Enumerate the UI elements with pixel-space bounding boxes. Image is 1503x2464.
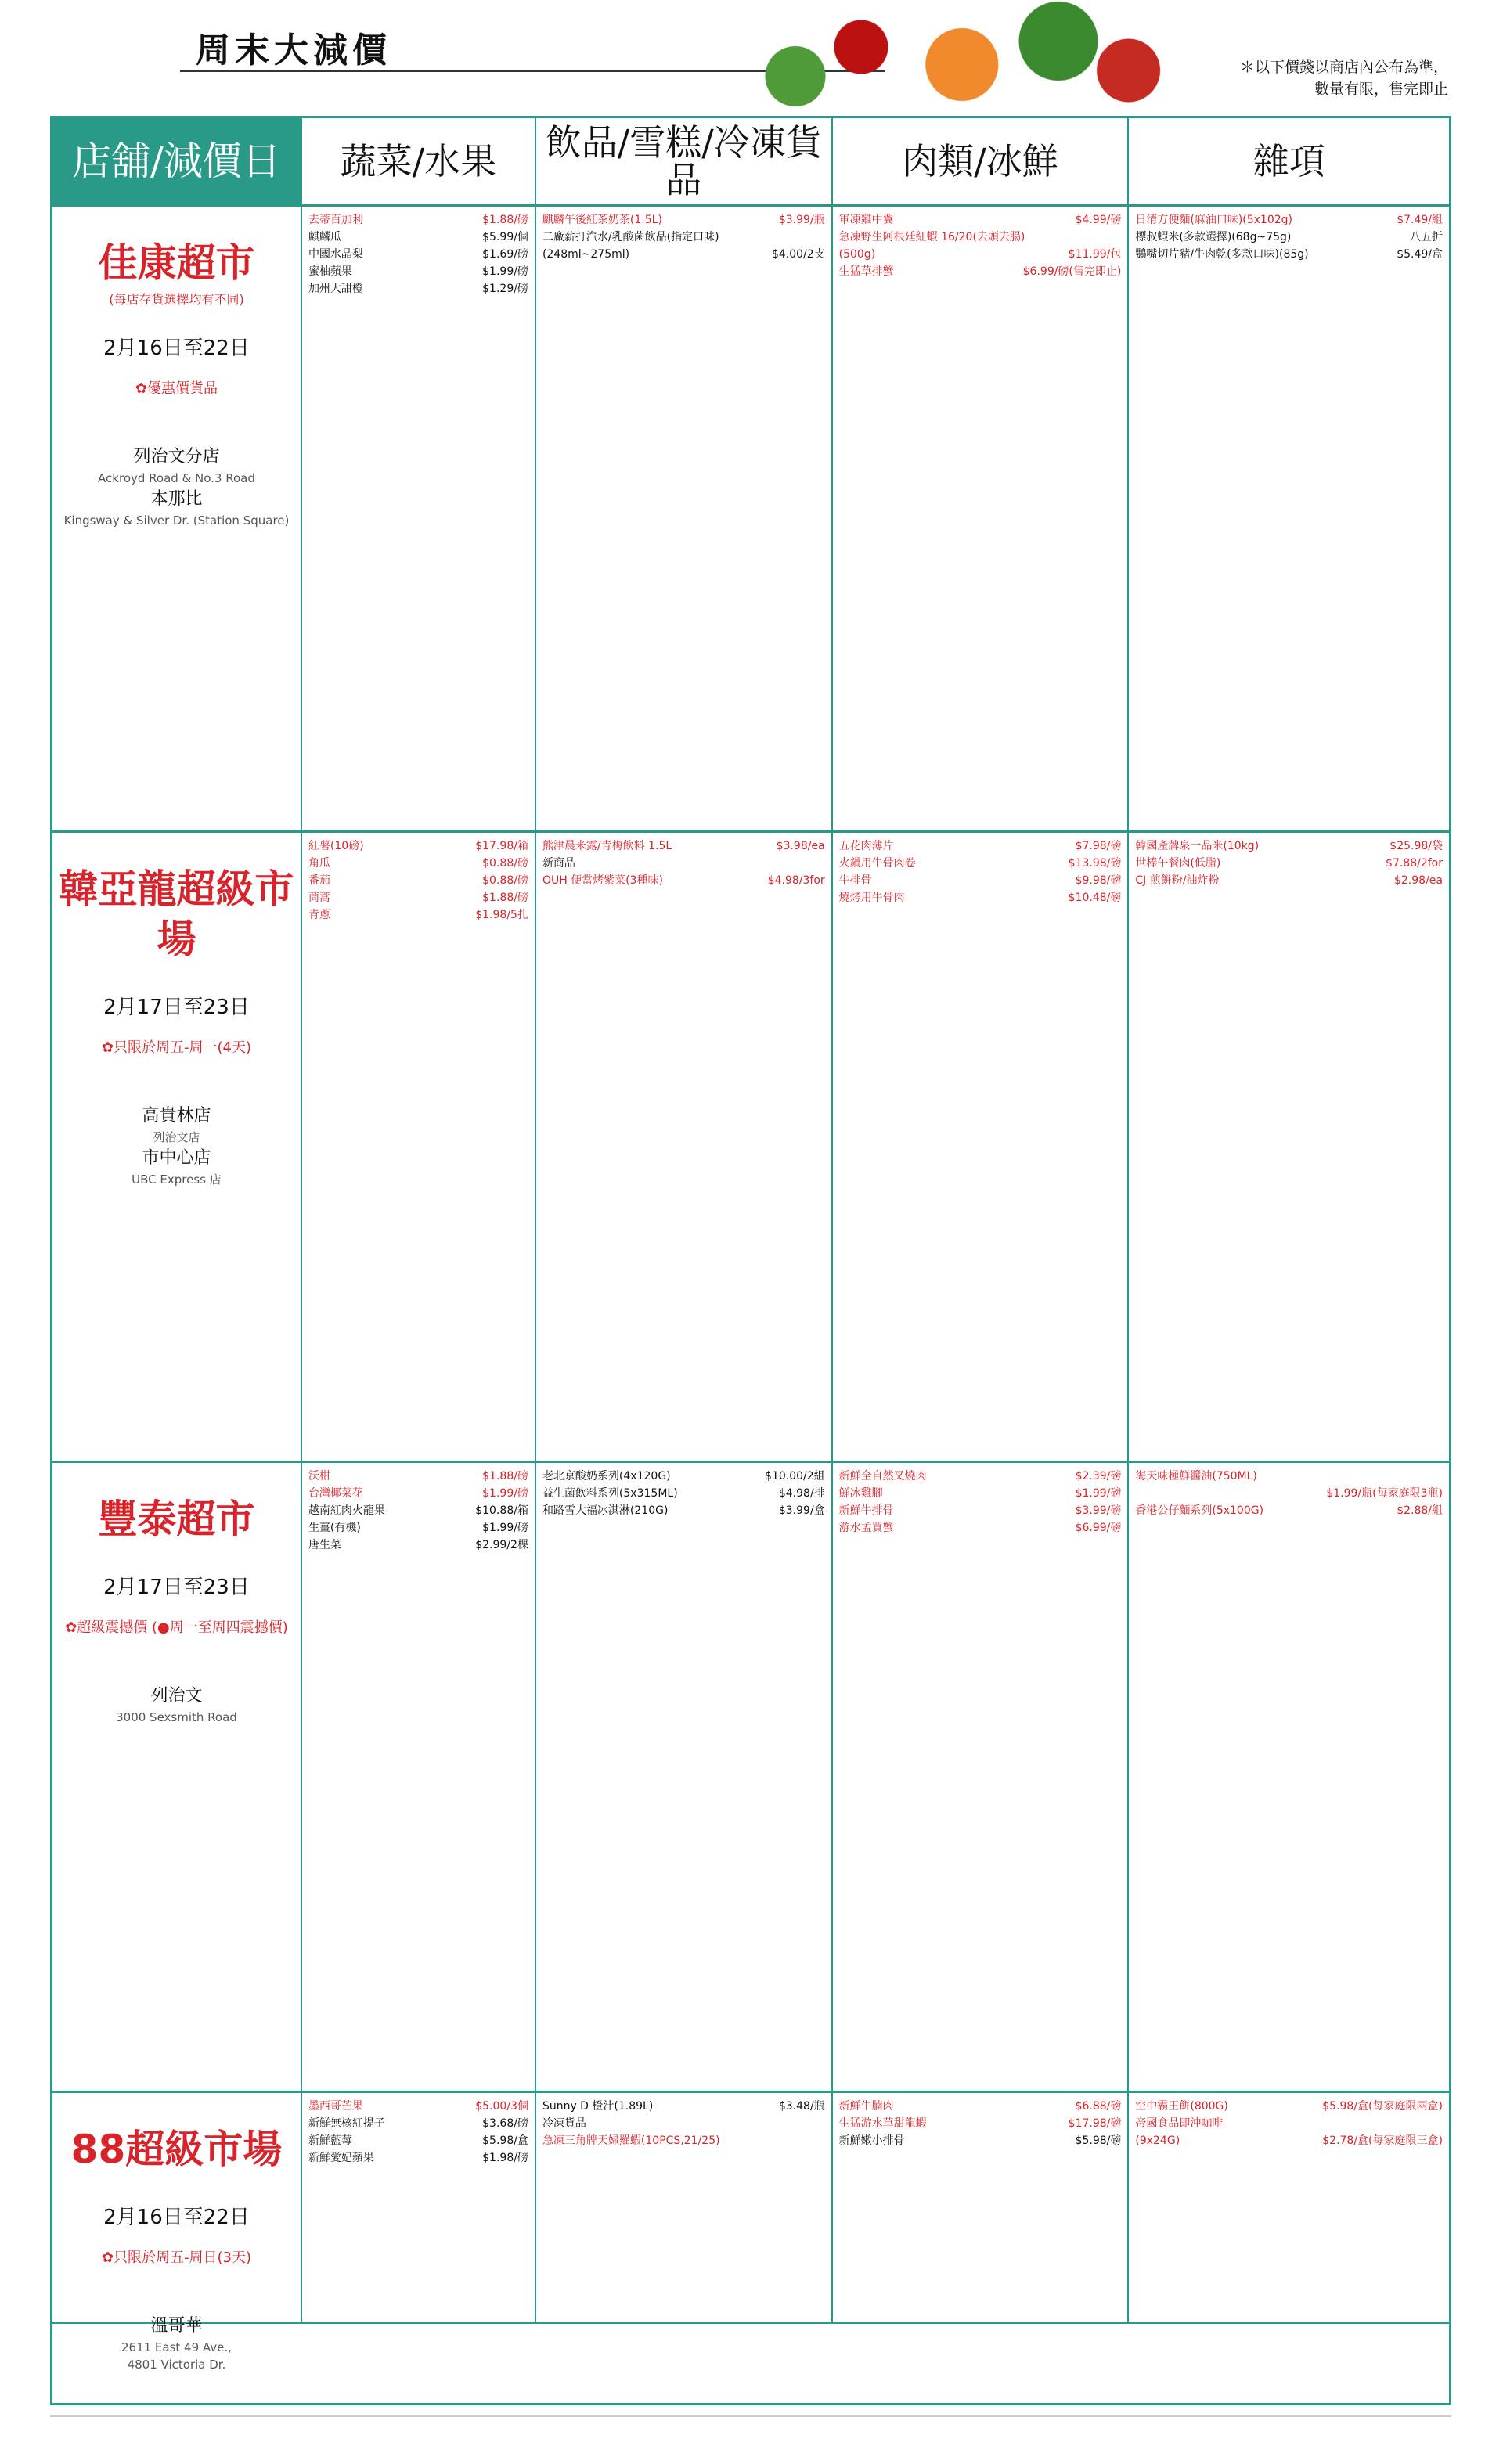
branch-address: Kingsway & Silver Dr. (Station Square) (63, 513, 290, 528)
list-item (839, 2098, 1122, 2115)
branch-name: 高貴林店 (142, 1106, 211, 1126)
branch-address: 4801 Victoria Dr. (127, 2358, 226, 2372)
promo-note: ✿只限於周五-周日(3天) (101, 2250, 251, 2266)
item-name: 世棒午餐肉(低脂) (1135, 857, 1221, 870)
list-item (542, 2098, 825, 2115)
list-item (308, 2149, 528, 2167)
promo-note: ✿優惠價貨品 (135, 380, 218, 397)
promo-note: ✿只限於周五-周一(4天) (101, 1039, 251, 1056)
item-price: $1.98/5扎 (475, 909, 528, 921)
item-name: 和路雪大福冰淇淋(210G) (542, 1504, 669, 1517)
misc-items (1129, 833, 1449, 1461)
list-item (1135, 2115, 1443, 2132)
list-item (839, 855, 1122, 872)
item-name: 新鮮無核紅提子 (308, 2117, 385, 2130)
item-price: $3.98/ea (776, 840, 825, 852)
item-name: 熊津晨米露/青梅飲料 1.5L (542, 840, 672, 852)
item-name: 燒烤用牛骨肉 (838, 892, 905, 904)
store-name: 韓亞龍超級市場 (59, 866, 294, 962)
item-price: $5.98/盒 (482, 2134, 528, 2147)
branch-name: 列治文分店 (133, 447, 220, 467)
list-item (839, 263, 1122, 280)
branch-name: 本那比 (150, 489, 203, 509)
list-item (839, 2132, 1122, 2149)
veg-items (302, 2093, 536, 2322)
item-name: 台灣椰菜花 (308, 1487, 363, 1500)
item-name: 新商品 (542, 857, 575, 870)
item-name: 茼蒿 (308, 892, 330, 904)
list-item (542, 211, 825, 229)
col-header-meat: 肉類/冰鮮 (833, 118, 1130, 204)
list-item (542, 1485, 825, 1502)
list-item (308, 229, 528, 246)
list-item (839, 1485, 1122, 1502)
item-price: $10.48/磅 (1068, 892, 1122, 904)
item-price: $3.48/瓶 (778, 2100, 825, 2113)
drink-items (536, 833, 833, 1461)
page-header (0, 0, 1503, 133)
item-name: 新鮮愛妃蘋果 (308, 2152, 374, 2164)
item-name: (9x24G) (1135, 2134, 1180, 2147)
item-name: 火鍋用牛骨肉卷 (838, 857, 916, 870)
item-name: 生薑(有機) (308, 1522, 361, 1534)
list-item (542, 872, 825, 889)
item-price: $9.98/磅 (1075, 874, 1122, 887)
store-name: 豐泰超市 (98, 1497, 255, 1542)
list-item (1135, 211, 1443, 229)
item-name: 中國水晶梨 (308, 248, 363, 261)
item-name: 帝國食品即沖咖啡 (1135, 2117, 1224, 2130)
item-price: $5.00/3個 (475, 2100, 528, 2113)
list-item (308, 889, 528, 906)
item-name: 新鮮牛排骨 (838, 1504, 894, 1517)
list-item (308, 2115, 528, 2132)
list-item (1135, 855, 1443, 872)
item-price: $2.78/盒(每家庭限三盒) (1322, 2134, 1443, 2147)
item-name: 冷凍貨品 (542, 2117, 586, 2130)
list-item (308, 1519, 528, 1536)
item-price: 八五折 (1409, 231, 1443, 243)
list-item (542, 1468, 825, 1485)
misc-items (1129, 2093, 1449, 2322)
item-name: 新鮮全自然叉燒肉 (838, 1470, 927, 1482)
item-name: 唐生菜 (308, 1539, 341, 1551)
store-name: 88超級市場 (70, 2127, 283, 2172)
store-info (52, 2093, 302, 2372)
misc-items (1129, 1463, 1449, 2091)
item-price: $17.98/磅 (1068, 2117, 1122, 2130)
branch-address: Ackroyd Road & No.3 Road (98, 471, 255, 485)
list-item (308, 838, 528, 855)
list-item (542, 1502, 825, 1519)
list-item (308, 2098, 528, 2115)
list-item (542, 855, 825, 872)
item-price: $4.99/磅 (1075, 214, 1122, 226)
col-header-veg: 蔬菜/水果 (302, 118, 536, 204)
item-name: 香港公仔麵系列(5x100G) (1135, 1504, 1264, 1517)
item-name: (248ml~275ml) (542, 248, 630, 261)
item-price: $1.69/磅 (482, 248, 528, 261)
store-note: (每店存貨選擇均有不同) (109, 292, 244, 307)
item-price: $6.88/磅 (1075, 2100, 1122, 2113)
list-item (1135, 1485, 1443, 1502)
item-name: 新鮮嫩小排骨 (838, 2134, 905, 2147)
veg-items (302, 833, 536, 1461)
veg-items (302, 207, 536, 830)
price-table (50, 116, 1451, 2405)
list-item (308, 246, 528, 263)
meat-items (833, 207, 1130, 830)
item-name: 墨西哥芒果 (308, 2100, 363, 2113)
item-name: 沃柑 (308, 1470, 330, 1482)
item-price: $1.99/瓶(每家庭限3瓶) (1326, 1487, 1443, 1500)
list-item (1135, 1502, 1443, 1519)
item-name: 二廠薪打汽水/乳酸菌飲品(指定口味) (542, 231, 719, 243)
list-item (839, 1519, 1122, 1536)
promo-note: ✿超級震撼價 (●周一至周四震撼價) (65, 1619, 288, 1636)
list-item (308, 2132, 528, 2149)
meat-items (833, 2093, 1130, 2322)
list-item (542, 2115, 825, 2132)
sale-dates: 2月17日至23日 (103, 1576, 250, 1599)
item-name: 去蒂百加利 (308, 214, 363, 226)
list-item (839, 1468, 1122, 1485)
item-price: $1.29/磅 (482, 283, 528, 295)
item-name: 麒麟瓜 (308, 231, 341, 243)
list-item (1135, 246, 1443, 263)
item-name: 五花肉薄片 (838, 840, 894, 852)
item-price: $7.98/磅 (1075, 840, 1122, 852)
list-item (1135, 229, 1443, 246)
list-item (839, 211, 1122, 229)
list-item (308, 1536, 528, 1554)
item-price: $6.99/磅 (1075, 1522, 1122, 1534)
col-header-drinks: 飲品/雪糕/冷凍貨品 (536, 118, 833, 204)
list-item (308, 211, 528, 229)
item-price: $2.99/2棵 (475, 1539, 528, 1551)
item-name: 生猛游水草甜龍蝦 (838, 2117, 927, 2130)
list-item (308, 1485, 528, 1502)
store-row (52, 207, 1449, 833)
item-price: $11.99/包 (1068, 248, 1122, 261)
list-item (542, 2132, 825, 2149)
item-name: 老北京酸奶系列(4x120G) (542, 1470, 671, 1482)
list-item (839, 246, 1122, 263)
item-price: $1.88/磅 (482, 892, 528, 904)
list-item (308, 855, 528, 872)
list-item (308, 263, 528, 280)
list-item (542, 246, 825, 263)
branch-name: 溫哥華 (150, 2316, 203, 2336)
item-name: 生猛草排蟹 (838, 265, 894, 278)
item-name: (500g) (838, 248, 876, 261)
item-name: 青蔥 (308, 909, 330, 921)
item-price: $5.99/個 (482, 231, 528, 243)
item-price: $7.49/組 (1397, 214, 1443, 226)
branch-name: 市中心店 (142, 1148, 211, 1168)
sale-dates: 2月16日至22日 (103, 337, 250, 360)
footer-divider (50, 2415, 1451, 2417)
item-name: 急凍三角牌天婦羅蝦(10PCS,21/25) (542, 2134, 720, 2147)
brand-title: 周末大減價 (196, 31, 391, 70)
item-name: 游水孟買蟹 (838, 1522, 894, 1534)
meat-items (833, 833, 1130, 1461)
item-price: $3.68/磅 (482, 2117, 528, 2130)
meat-items (833, 1463, 1130, 2091)
list-item (308, 280, 528, 297)
item-name: 空中霸王餅(800G) (1135, 2100, 1228, 2113)
list-item (308, 906, 528, 924)
vegetable-illustration (752, 0, 1190, 117)
store-rows (52, 207, 1449, 2372)
drink-items (536, 2093, 833, 2322)
item-name: 新鮮藍莓 (308, 2134, 352, 2147)
item-name: 鸚嘴切片豬/牛肉乾(多款口味)(85g) (1135, 248, 1309, 261)
list-item (308, 872, 528, 889)
item-price: $4.00/2支 (771, 248, 825, 261)
item-price: $4.98/3for (767, 874, 825, 887)
item-price: $1.99/磅 (482, 1487, 528, 1500)
item-price: $0.88/磅 (482, 874, 528, 887)
item-name: OUH 便當烤紫菜(3種味) (542, 874, 664, 887)
item-price: $7.88/2for (1386, 857, 1443, 870)
branch-address: 3000 Sexsmith Road (116, 1710, 237, 1724)
misc-items (1129, 207, 1449, 830)
item-price: $1.98/磅 (482, 2152, 528, 2164)
item-price: $13.98/磅 (1068, 857, 1122, 870)
list-item (1135, 1468, 1443, 1485)
disclaimer-note: ＊以下價錢以商店內公布為準， 數量有限，售完即止 (1239, 59, 1448, 98)
item-name: 越南紅肉火龍果 (308, 1504, 385, 1517)
item-name: 鮮冰雞腳 (838, 1487, 883, 1500)
col-header-store: 店舖/減價日 (52, 118, 302, 204)
item-price: $5.98/盒(每家庭限兩盒) (1322, 2100, 1443, 2113)
list-item (839, 229, 1122, 246)
item-price: $6.99/磅(售完即止) (1022, 265, 1122, 278)
item-price: $1.99/磅 (482, 265, 528, 278)
list-item (1135, 2098, 1443, 2115)
sale-dates: 2月16日至22日 (103, 2206, 250, 2229)
item-price: $3.99/磅 (1075, 1504, 1122, 1517)
list-item (1135, 872, 1443, 889)
item-name: 牛排骨 (838, 874, 872, 887)
branch-address: 列治文店 (153, 1130, 200, 1144)
list-item (839, 889, 1122, 906)
list-item (839, 1502, 1122, 1519)
item-name: 益生菌飲料系列(5x315ML) (542, 1487, 678, 1500)
item-price: $2.39/磅 (1075, 1470, 1122, 1482)
item-name: 韓國產牌泉一品米(10kg) (1135, 840, 1260, 852)
drink-items (536, 207, 833, 830)
store-row (52, 2093, 1449, 2372)
sale-dates: 2月17日至23日 (103, 996, 250, 1019)
list-item (542, 838, 825, 855)
col-header-misc: 雜項 (1252, 140, 1325, 182)
item-price: $2.98/ea (1393, 874, 1443, 887)
branch-address: UBC Express 店 (132, 1173, 222, 1187)
item-name: 蜜柚蘋果 (308, 265, 352, 278)
item-price: $5.98/磅 (1075, 2134, 1122, 2147)
store-row (52, 1463, 1449, 2093)
item-price: $25.98/袋 (1389, 840, 1443, 852)
store-name: 佳康超市 (98, 240, 255, 286)
list-item (1135, 838, 1443, 855)
item-price: $4.98/排 (778, 1487, 825, 1500)
list-item (839, 838, 1122, 855)
item-price: $1.88/磅 (482, 1470, 528, 1482)
list-item (542, 229, 825, 246)
item-price: $3.99/盒 (778, 1504, 825, 1517)
item-price: $2.88/組 (1397, 1504, 1443, 1517)
store-info (52, 1463, 302, 2091)
item-price: $10.00/2組 (765, 1470, 825, 1482)
item-name: 番茄 (308, 874, 330, 887)
item-name: 海天味極鮮醬油(750ML) (1135, 1470, 1257, 1482)
item-price: $1.88/磅 (482, 214, 528, 226)
branch-name: 列治文 (150, 1686, 203, 1706)
item-price: $1.99/磅 (482, 1522, 528, 1534)
store-row (52, 833, 1449, 1463)
list-item (308, 1468, 528, 1485)
item-name: 加州大甜橙 (308, 283, 363, 295)
drink-items (536, 1463, 833, 2091)
item-price: $1.99/磅 (1075, 1487, 1122, 1500)
branch-address: 2611 East 49 Ave., (121, 2340, 232, 2354)
item-name: 標叔蝦米(多款選擇)(68g~75g) (1135, 231, 1292, 243)
item-name: CJ 煎餅粉/油炸粉 (1135, 874, 1220, 887)
table-header (52, 118, 1449, 207)
item-name: 角瓜 (308, 857, 330, 870)
item-name: Sunny D 橙汁(1.89L) (542, 2100, 654, 2113)
item-price: $17.98/箱 (475, 840, 528, 852)
item-name: 軍凍雞中翼 (838, 214, 894, 226)
item-name: 麒麟午後紅茶奶茶(1.5L) (542, 214, 662, 226)
item-price: $10.88/箱 (475, 1504, 528, 1517)
item-price: $0.88/磅 (482, 857, 528, 870)
list-item (839, 2115, 1122, 2132)
store-info (52, 833, 302, 1461)
item-name: 急凍野生阿根廷紅蝦 16/20(去頭去腸) (838, 231, 1025, 243)
veg-items (302, 1463, 536, 2091)
item-name: 新鮮牛腩肉 (838, 2100, 894, 2113)
list-item (839, 872, 1122, 889)
list-item (308, 1502, 528, 1519)
item-name: 日清方便麵(麻油口味)(5x102g) (1135, 214, 1293, 226)
store-info (52, 207, 302, 830)
list-item (1135, 2132, 1443, 2149)
item-price: $5.49/盒 (1397, 248, 1443, 261)
item-price: $3.99/瓶 (778, 214, 825, 226)
item-name: 紅薯(10磅) (308, 840, 364, 852)
